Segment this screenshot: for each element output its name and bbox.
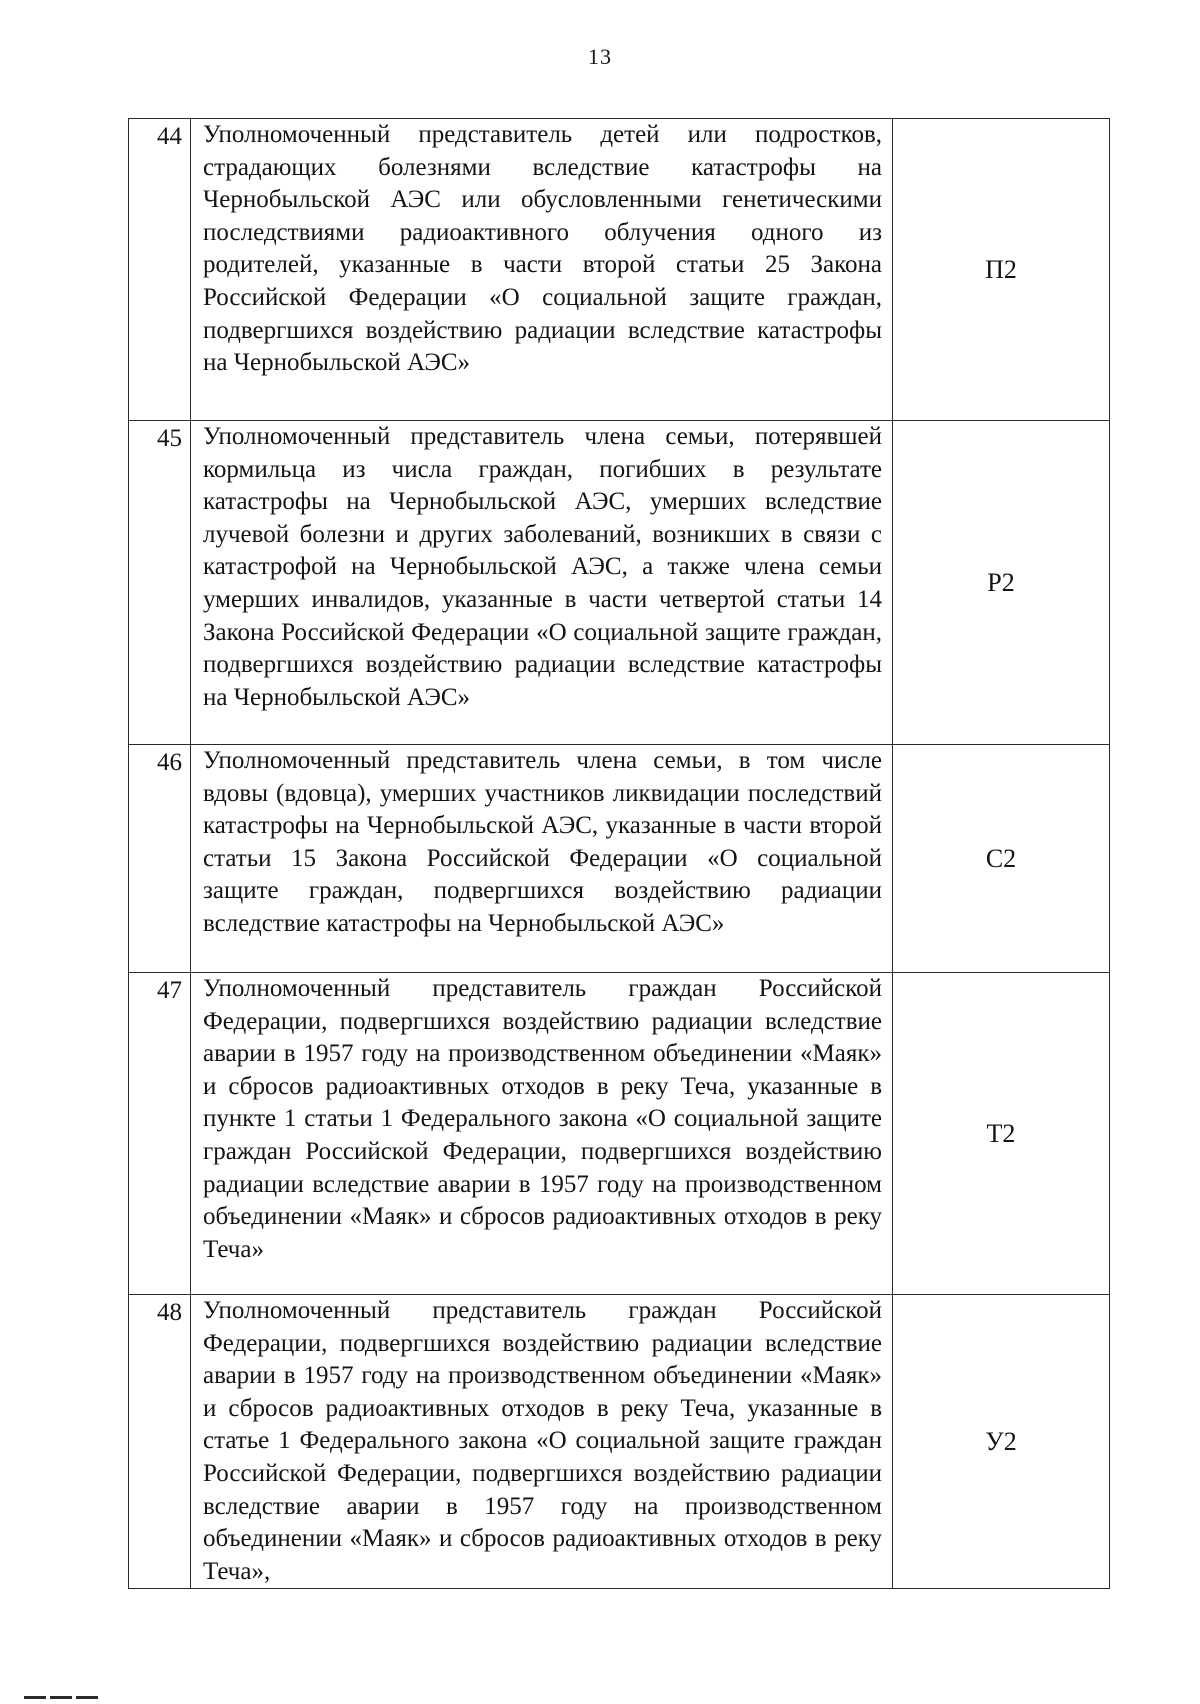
row-code: Р2 [893,421,1110,745]
row-description [191,973,893,1295]
table-row [129,745,1110,973]
table-row [129,421,1110,745]
row-description [191,1295,893,1589]
row-number: 47 [129,973,191,1295]
table-row [129,973,1110,1295]
row-number: 46 [129,745,191,973]
row-code: П2 [893,119,1110,421]
row-description [191,119,893,421]
row-description [191,745,893,973]
row-description-text: Уполномоченный представитель члена семьи, в том числе вдовы (вдовца), умерших участников ликвидации последствий катастрофы на Чернобыльской АЭС, указанные в части второй статьи 15 Закона Российской Федерации «О социальной защите граждан, подвергшихся воздействию радиации вследствие катастрофы на Чернобыльской АЭС» [203,747,882,937]
benefit-codes-table [128,118,1110,1589]
row-code: Т2 [893,973,1110,1295]
row-description [191,421,893,745]
row-number: 44 [129,119,191,421]
row-description-text: Уполномоченный представитель граждан Российской Федерации, подвергшихся воздействию радиации вследствие аварии в 1957 году на производственном объединении «Маяк» и сбросов радиоактивных отходов в реку Теча, указанные в пункте 1 статьи 1 Федерального закона «О социальной защите граждан Российской Федерации, подвергшихся воздействию радиации вследствие аварии в 1957 году на производственном объединении «Маяк» и сбросов радиоактивных отходов в реку Теча» [203,975,882,1263]
row-description-text: Уполномоченный представитель детей или подростков, страдающих болезнями вследствие катастрофы на Чернобыльской АЭС или обусловленными генетическими последствиями радиоактивного облучения одного из родителей, указанные в части второй статьи 25 Закона Российской Федерации «О социальной защите граждан, подвергшихся воздействию радиации вследствие катастрофы на Чернобыльской АЭС» [203,121,882,377]
table-row [129,119,1110,421]
row-code: У2 [893,1295,1110,1589]
row-description-text: Уполномоченный представитель граждан Российской Федерации, подвергшихся воздействию радиации вследствие аварии в 1957 году на производственном объединении «Маяк» и сбросов радиоактивных отходов в реку Теча, указанные в статье 1 Федерального закона «О социальной защите граждан Российской Федерации, подвергшихся воздействию радиации вследствие аварии в 1957 году на производственном объединении «Маяк» и сбросов радиоактивных отходов в реку Теча», [203,1297,882,1585]
table-row [129,1295,1110,1589]
row-number: 45 [129,421,191,745]
page-edge-marks [24,1686,124,1694]
page-number: 13 [588,44,612,69]
row-number: 48 [129,1295,191,1589]
row-code: С2 [893,745,1110,973]
row-description-text: Уполномоченный представитель члена семьи, потерявшей кормильца из числа граждан, погибших в результате катастрофы на Чернобыльской АЭС, умерших вследствие лучевой болезни и других заболеваний, возникших в связи с катастрофой на Чернобыльской АЭС, а также члена семьи умерших инвалидов, указанные в части четвертой статьи 14 Закона Российской Федерации «О социальной защите граждан, подвергшихся воздействию радиации вследствие катастрофы на Чернобыльской АЭС» [203,423,882,711]
